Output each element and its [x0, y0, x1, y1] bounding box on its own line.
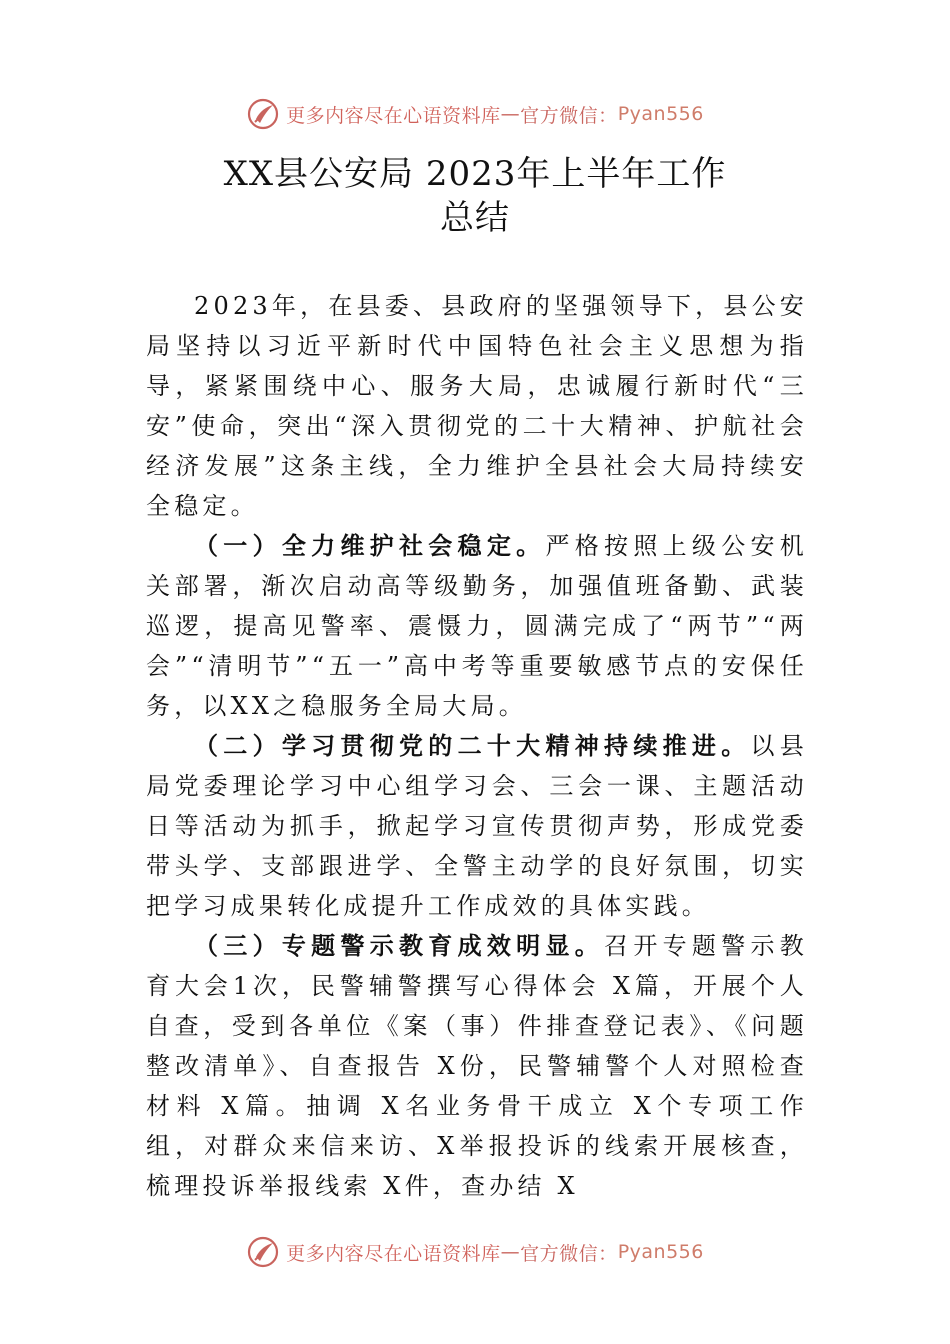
watermark-site-name: 更多内容尽在心语资料库: [286, 104, 501, 127]
section-text-2: 以县局党委理论学习中心组学习会、三会一课、主题活动日等活动为抓手，掀起学习宣传贯彻声势，形成党委带头学、支部跟进学、全警主动学的良好氛围，切实把学习成果转化成提升工作成效的具体实践。: [146, 732, 808, 920]
section-text-3: 召开专题警示教育大会1次，民警辅警撰写心得体会 X篇，开展个人自查，受到各单位《案（事）件排查登记表》、《问题整改清单》、自查报告 X份，民警辅警个人对照检查材料 X篇。抽调 X名业务骨干成立 X个专项工作组，对群众来信来访、X举报投诉的线索开展核查，梳理投诉举报线索 X件，查办结 X: [146, 932, 808, 1200]
intro-paragraph: 2023年，在县委、县政府的坚强领导下，县公安局坚持以习近平新时代中国特色社会主义思想为指导，紧紧围绕中心、服务大局，忠诚履行新时代“三安”使命，突出“深入贯彻党的二十大精神、护航社会经济发展”这条主线，全力维护全县社会大局持续安全稳定。: [146, 292, 808, 520]
document-title: [0, 152, 950, 240]
watermark-separator: —: [500, 1241, 521, 1263]
section-heading-3: （三）专题警示教育成效明显。: [194, 931, 605, 960]
watermark-banner-top: [0, 94, 950, 134]
section-text-1: 严格按照上级公安机关部署，渐次启动高等级勤务，加强值班备勤、武装巡逻，提高见警率、震慑力，圆满完成了“两节”“两会”“清明节”“五一”高中考等重要敏感节点的安保任务，以XX之稳服务全局大局。: [146, 532, 808, 720]
section-paragraph-2: [146, 726, 808, 926]
title-line-1: XX县公安局 2023年上半年工作: [223, 154, 727, 194]
watermark-account: Pyan556: [617, 1241, 704, 1263]
watermark-banner-bottom: [0, 1232, 950, 1272]
watermark-logo-icon: [246, 1235, 280, 1269]
section-paragraph-3: [146, 926, 808, 1206]
watermark-account: Pyan556: [617, 103, 704, 125]
watermark-wechat-label: 官方微信：: [520, 1242, 618, 1265]
watermark-site-name: 更多内容尽在心语资料库: [286, 1242, 501, 1265]
section-paragraph-1: [146, 526, 808, 726]
watermark-separator: —: [500, 103, 521, 125]
section-heading-1: （一）全力维护社会稳定。: [194, 531, 546, 560]
watermark-logo-icon: [246, 97, 280, 131]
title-line-2: 总结: [440, 198, 510, 238]
watermark-wechat-label: 官方微信：: [520, 104, 618, 127]
section-heading-2: （二）学习贯彻党的二十大精神持续推进。: [194, 731, 751, 760]
document-body: [146, 286, 808, 1206]
